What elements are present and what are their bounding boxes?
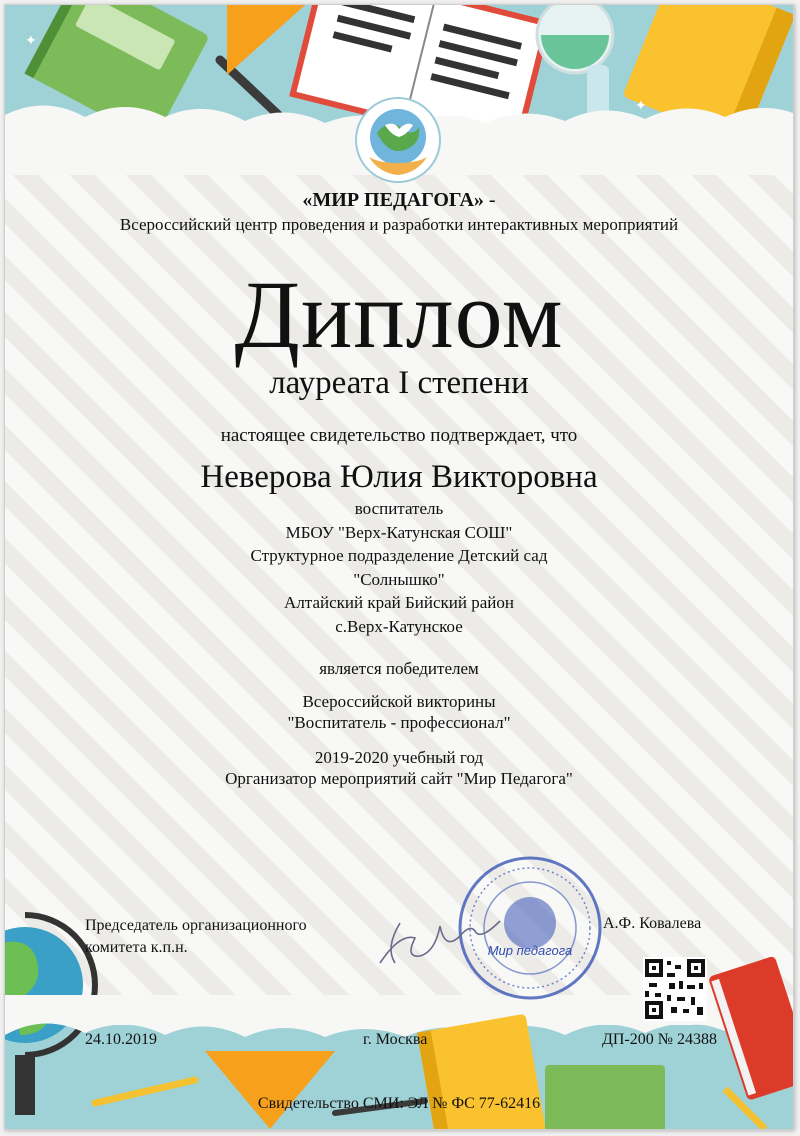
award-status: является победителем xyxy=(319,659,479,678)
organizer: Организатор мероприятий сайт "Мир Педагога" xyxy=(225,769,573,788)
organization-name: «МИР ПЕДАГОГА» - xyxy=(302,189,496,211)
school-year: 2019-2020 учебный год xyxy=(314,748,484,767)
recipient-region: Алтайский край Бийский район xyxy=(284,593,514,612)
recipient-division: Структурное подразделение Детский сад xyxy=(250,546,548,565)
recipient-division-name: "Солнышко" xyxy=(353,569,445,589)
committee-chair xyxy=(85,915,385,959)
award-event-line1: Всероссийской викторины xyxy=(302,692,496,711)
organization-logo xyxy=(355,97,441,183)
diploma-page xyxy=(4,4,794,1130)
media-certificate: Свидетельство СМИ: ЭЛ № ФС 77-62416 xyxy=(257,1095,541,1112)
diploma-title: Диплом xyxy=(234,261,564,368)
issue-date: 24.10.2019 xyxy=(85,1031,157,1048)
svg-text:✦: ✦ xyxy=(25,33,37,49)
svg-text:✦: ✦ xyxy=(310,79,326,100)
award-event-line2: "Воспитатель - профессионал" xyxy=(287,713,511,732)
signer-name: А.Ф. Ковалева xyxy=(603,915,702,932)
organization-dash: - xyxy=(488,189,496,211)
award-event xyxy=(5,691,793,733)
chair-line1: Председатель организационного xyxy=(85,917,307,934)
diploma-degree: лауреата I степени xyxy=(269,365,529,401)
recipient-details xyxy=(5,497,793,638)
organization-subtitle: Всероссийский центр проведения и разработки интерактивных мероприятий xyxy=(119,215,679,234)
recipient-school: МБОУ "Верх-Катунская СОШ" xyxy=(285,522,513,542)
recipient-name: Неверова Юлия Викторовна xyxy=(200,459,598,495)
stamp-label: Мир педагога xyxy=(487,943,573,958)
qr-code xyxy=(643,957,707,1021)
issue-city: г. Москва xyxy=(363,1031,428,1048)
chair-line2: комитета к.п.н. xyxy=(85,939,188,956)
confirmation-text: настоящее свидетельство подтверждает, что xyxy=(220,425,578,446)
recipient-position: воспитатель xyxy=(354,499,444,518)
award-details xyxy=(5,747,793,789)
document-number: ДП-200 № 24388 xyxy=(601,1031,717,1048)
svg-text:✦: ✦ xyxy=(635,98,647,114)
recipient-village: с.Верх-Катунское xyxy=(335,616,463,636)
signature xyxy=(375,913,515,973)
